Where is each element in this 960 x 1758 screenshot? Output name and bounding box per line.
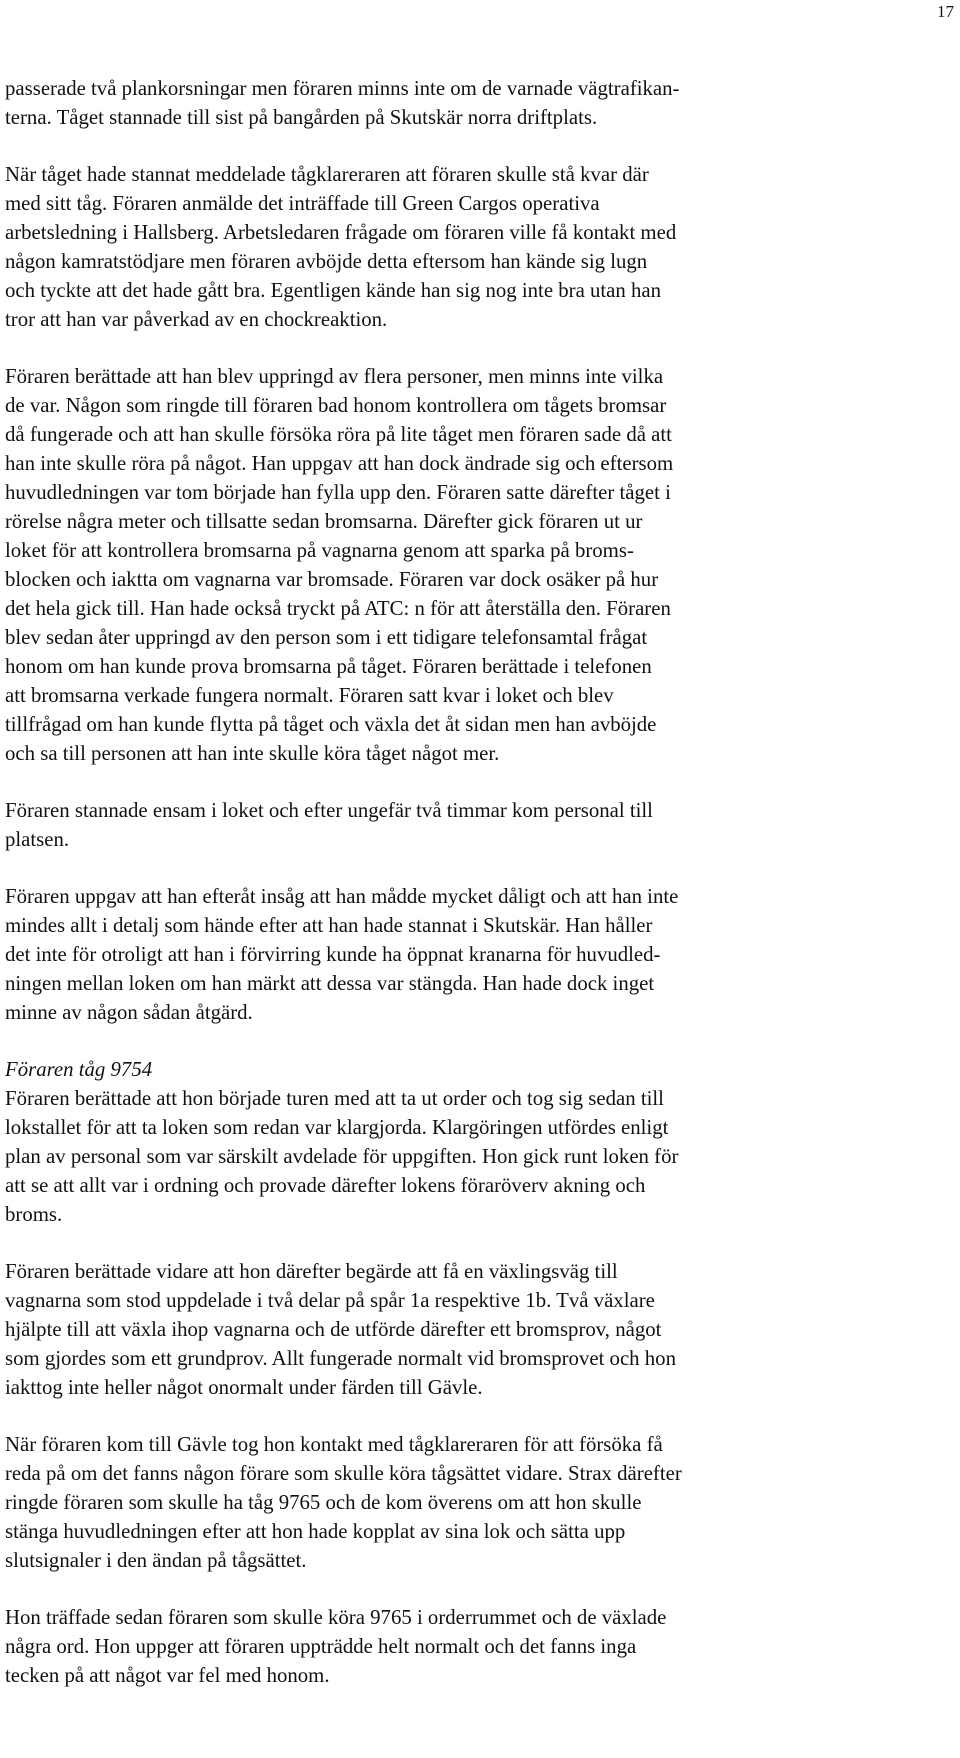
- paragraph: [5, 1055, 945, 1229]
- text-line: blocken och iaktta om vagnarna var bromsade. Föraren var dock osäker på hur: [5, 568, 659, 591]
- paragraph: [5, 362, 945, 768]
- paragraph: [5, 1603, 945, 1690]
- text-line: han inte skulle röra på något. Han uppgav att han dock ändrade sig och eftersom: [5, 452, 674, 475]
- text-line: Föraren berättade vidare att hon därefter begärde att få en växlingsväg till: [5, 1260, 618, 1283]
- text-line: blev sedan åter uppringd av den person som i ett tidigare telefonsamtal frågat: [5, 626, 648, 649]
- text-line: hjälpte till att växla ihop vagnarna och de utförde därefter ett bromsprov, något: [5, 1318, 662, 1341]
- text-line: Föraren berättade att hon började turen med att ta ut order och tog sig sedan till: [5, 1087, 664, 1110]
- text-line: som gjordes som ett grundprov. Allt fungerade normalt vid bromsprovet och hon: [5, 1347, 676, 1370]
- text-line: platsen.: [5, 828, 70, 851]
- text-line: iakttog inte heller något onormalt under färden till Gävle.: [5, 1376, 483, 1399]
- text-line: Föraren stannade ensam i loket och efter ungefär två timmar kom personal till: [5, 799, 653, 822]
- text-line: mindes allt i detalj som hände efter att han hade stannat i Skutskär. Han håller: [5, 914, 653, 937]
- text-line: passerade två plankorsningar men föraren minns inte om de varnade vägtrafikan-: [5, 77, 680, 100]
- text-line: När tåget hade stannat meddelade tågklareraren att föraren skulle stå kvar där: [5, 163, 649, 186]
- text-line: Hon träffade sedan föraren som skulle köra 9765 i orderrummet och de växlade: [5, 1606, 667, 1629]
- text-line: de var. Någon som ringde till föraren bad honom kontrollera om tågets bromsar: [5, 394, 667, 417]
- document-body: [5, 74, 945, 1690]
- text-line: det hela gick till. Han hade också tryckt på ATC: n för att återställa den. Föraren: [5, 597, 671, 620]
- paragraph: [5, 160, 945, 334]
- text-line: rörelse några meter och tillsatte sedan bromsarna. Därefter gick föraren ut ur: [5, 510, 643, 533]
- text-line: loket för att kontrollera bromsarna på vagnarna genom att sparka på broms-: [5, 539, 634, 562]
- paragraph: [5, 882, 945, 1027]
- text-line: stänga huvudledningen efter att hon hade kopplat av sina lok och sätta upp: [5, 1520, 626, 1543]
- page-number: 17: [937, 2, 954, 21]
- text-line: slutsignaler i den ändan på tågsättet.: [5, 1549, 307, 1572]
- text-line: tror att han var påverkad av en chockreaktion.: [5, 308, 388, 331]
- text-line: det inte för otroligt att han i förvirring kunde ha öppnat kranarna för huvudled-: [5, 943, 661, 966]
- section-heading: Föraren tåg 9754: [5, 1058, 153, 1081]
- text-line: honom om han kunde prova bromsarna på tåget. Föraren berättade i telefonen: [5, 655, 652, 678]
- text-line: minne av någon sådan åtgärd.: [5, 1001, 253, 1024]
- paragraph: [5, 1430, 945, 1575]
- text-line: och sa till personen att han inte skulle köra tåget något mer.: [5, 742, 500, 765]
- text-line: att se att allt var i ordning och provade därefter lokens föraröverv akning och: [5, 1174, 646, 1197]
- text-line: Föraren berättade att han blev uppringd av flera personer, men minns inte vilka: [5, 365, 664, 388]
- text-line: med sitt tåg. Föraren anmälde det inträffade till Green Cargos operativa: [5, 192, 600, 215]
- text-line: broms.: [5, 1203, 63, 1226]
- text-line: plan av personal som var särskilt avdelade för uppgiften. Hon gick runt loken för: [5, 1145, 679, 1168]
- paragraph: [5, 1257, 945, 1402]
- text-line: lokstallet för att ta loken som redan var klargjorda. Klargöringen utfördes enligt: [5, 1116, 669, 1139]
- text-line: ningen mellan loken om han märkt att dessa var stängda. Han hade dock inget: [5, 972, 655, 995]
- text-line: tillfrågad om han kunde flytta på tåget och växla det åt sidan men han avböjde: [5, 713, 657, 736]
- text-line: och tyckte att det hade gått bra. Egentligen kände han sig nog inte bra utan han: [5, 279, 662, 302]
- text-line: då fungerade och att han skulle försöka röra på lite tåget men föraren sade då att: [5, 423, 672, 446]
- text-line: tecken på att något var fel med honom.: [5, 1664, 330, 1687]
- text-line: att bromsarna verkade fungera normalt. Föraren satt kvar i loket och blev: [5, 684, 614, 707]
- text-line: några ord. Hon uppger att föraren uppträdde helt normalt och det fanns inga: [5, 1635, 637, 1658]
- paragraph: [5, 796, 945, 854]
- text-line: reda på om det fanns någon förare som skulle köra tågsättet vidare. Strax därefter: [5, 1462, 682, 1485]
- text-line: ringde föraren som skulle ha tåg 9765 och de kom överens om att hon skulle: [5, 1491, 642, 1514]
- text-line: någon kamratstödjare men föraren avböjde detta eftersom han kände sig lugn: [5, 250, 648, 273]
- text-line: När föraren kom till Gävle tog hon kontakt med tågklareraren för att försöka få: [5, 1433, 663, 1456]
- text-line: huvudledningen var tom började han fylla upp den. Föraren satte därefter tåget i: [5, 481, 671, 504]
- text-line: arbetsledning i Hallsberg. Arbetsledaren frågade om föraren ville få kontakt med: [5, 221, 677, 244]
- text-line: Föraren uppgav att han efteråt insåg att han mådde mycket dåligt och att han inte: [5, 885, 679, 908]
- paragraph: [5, 74, 945, 132]
- text-line: terna. Tåget stannade till sist på bangården på Skutskär norra driftplats.: [5, 106, 598, 129]
- text-line: vagnarna som stod uppdelade i två delar på spår 1a respektive 1b. Två växlare: [5, 1289, 655, 1312]
